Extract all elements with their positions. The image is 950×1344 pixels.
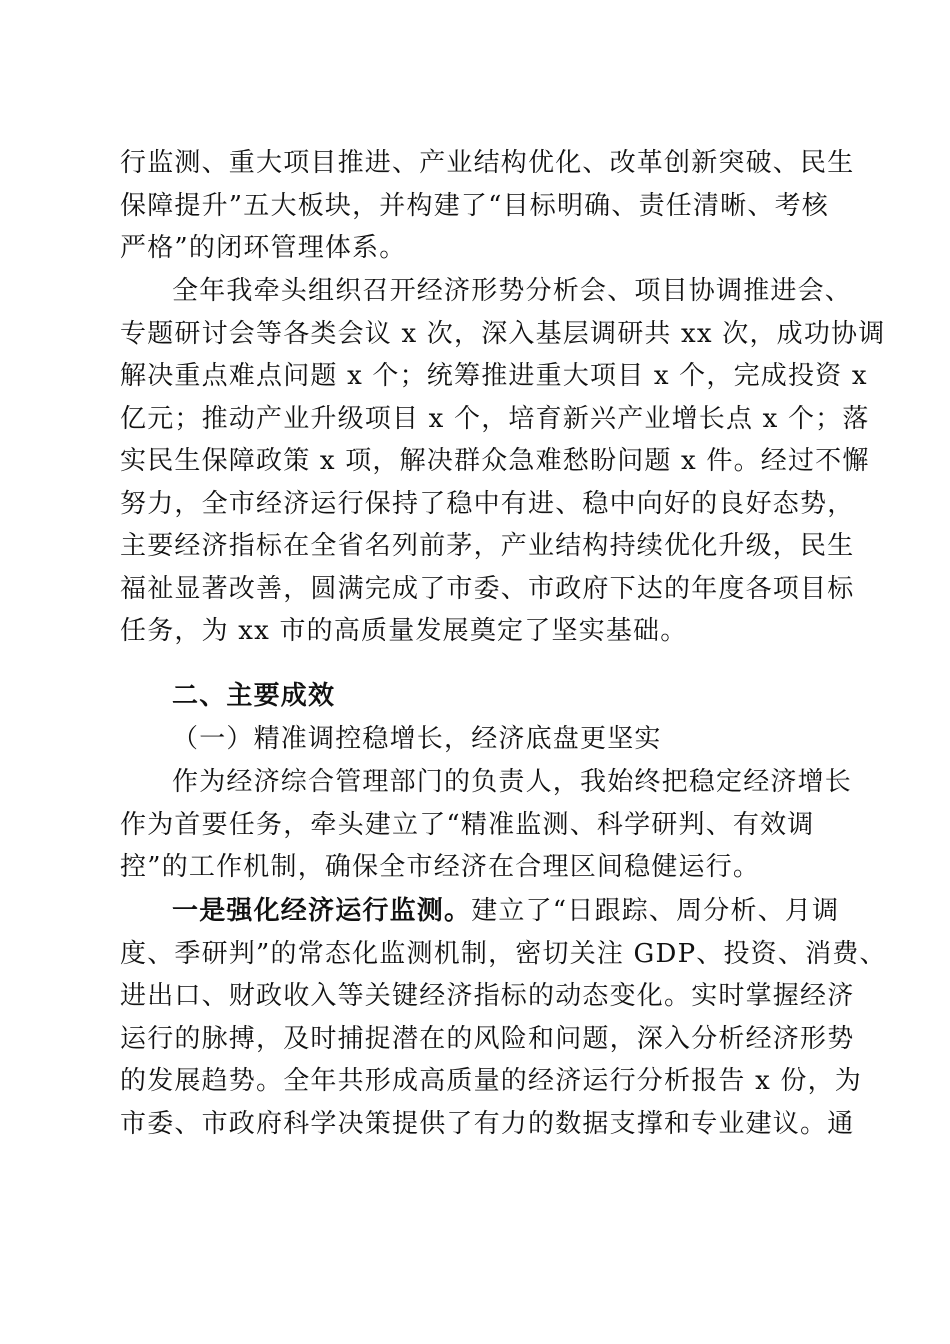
paragraph-line: 控”的工作机制，确保全市经济在合理区间稳健运行。: [120, 852, 761, 882]
paragraph-line: 作为首要任务，牵头建立了“精准监测、科学研判、有效调: [120, 809, 815, 840]
paragraph-line: 主要经济指标在全省名列前茅，产业结构持续优化升级，民生: [120, 531, 855, 561]
paragraph-line: 行监测、重大项目推进、产业结构优化、改革创新突破、民生: [120, 148, 855, 178]
paragraph-line: 福祉显著改善，圆满完成了市委、市政府下达的年度各项目标: [120, 573, 855, 604]
paragraph-4: [120, 890, 887, 1145]
paragraph-first-line: [120, 890, 840, 933]
paragraph-line: 进出口、财政收入等关键经济指标的动态变化。实时掌握经济: [120, 981, 855, 1011]
paragraph-line: 全年我牵头组织召开经济形势分析会、项目协调推进会、: [172, 276, 853, 306]
paragraph-line: 努力，全市经济运行保持了稳中有进、稳中向好的良好态势，: [120, 488, 855, 519]
paragraph-line: 专题研讨会等各类会议 x 次，深入基层调研共 xx 次，成功协调: [120, 318, 886, 349]
paragraph-line: 亿元；推动产业升级项目 x 个，培育新兴产业增长点 x 个；落: [120, 403, 870, 434]
paragraph-lead-phrase: 一是强化经济运行监测。: [172, 896, 472, 926]
paragraph-line: 实民生保障政策 x 项，解决群众急难愁盼问题 x 件。经过不懈: [120, 446, 870, 476]
paragraph-2: [120, 270, 886, 653]
paragraph-line: 市委、市政府科学决策提供了有力的数据支撑和专业建议。通: [120, 1108, 855, 1139]
paragraph-line: 严格”的闭环管理体系。: [120, 233, 407, 263]
subsection-heading-block: [120, 718, 830, 761]
paragraph-3: [120, 761, 853, 889]
paragraph-line: 任务，为 xx 市的高质量发展奠定了坚实基础。: [120, 616, 688, 646]
paragraph-line: 解决重点难点问题 x 个；统筹推进重大项目 x 个，完成投资 x: [120, 361, 868, 391]
paragraph-line: 的发展趋势。全年共形成高质量的经济运行分析报告 x 份，为: [120, 1066, 862, 1096]
section-heading: 二、主要成效: [172, 681, 336, 711]
paragraph-line: 度、季研判”的常态化监测机制，密切关注 GDP、投资、消费、: [120, 938, 887, 969]
subsection-heading: （一）精准调控稳增长，经济底盘更坚实: [172, 724, 662, 754]
paragraph-line: 运行的脉搏，及时捕捉潜在的风险和问题，深入分析经济形势: [120, 1023, 855, 1054]
paragraph-line-rest: 建立了“日跟踪、周分析、月调: [471, 896, 840, 926]
paragraph-line: 作为经济综合管理部门的负责人，我始终把稳定经济增长: [172, 767, 853, 797]
paragraph-1: [120, 142, 855, 270]
paragraph-line: 保障提升”五大板块，并构建了“目标明确、责任清晰、考核: [120, 190, 829, 221]
section-heading-block: [120, 675, 830, 718]
